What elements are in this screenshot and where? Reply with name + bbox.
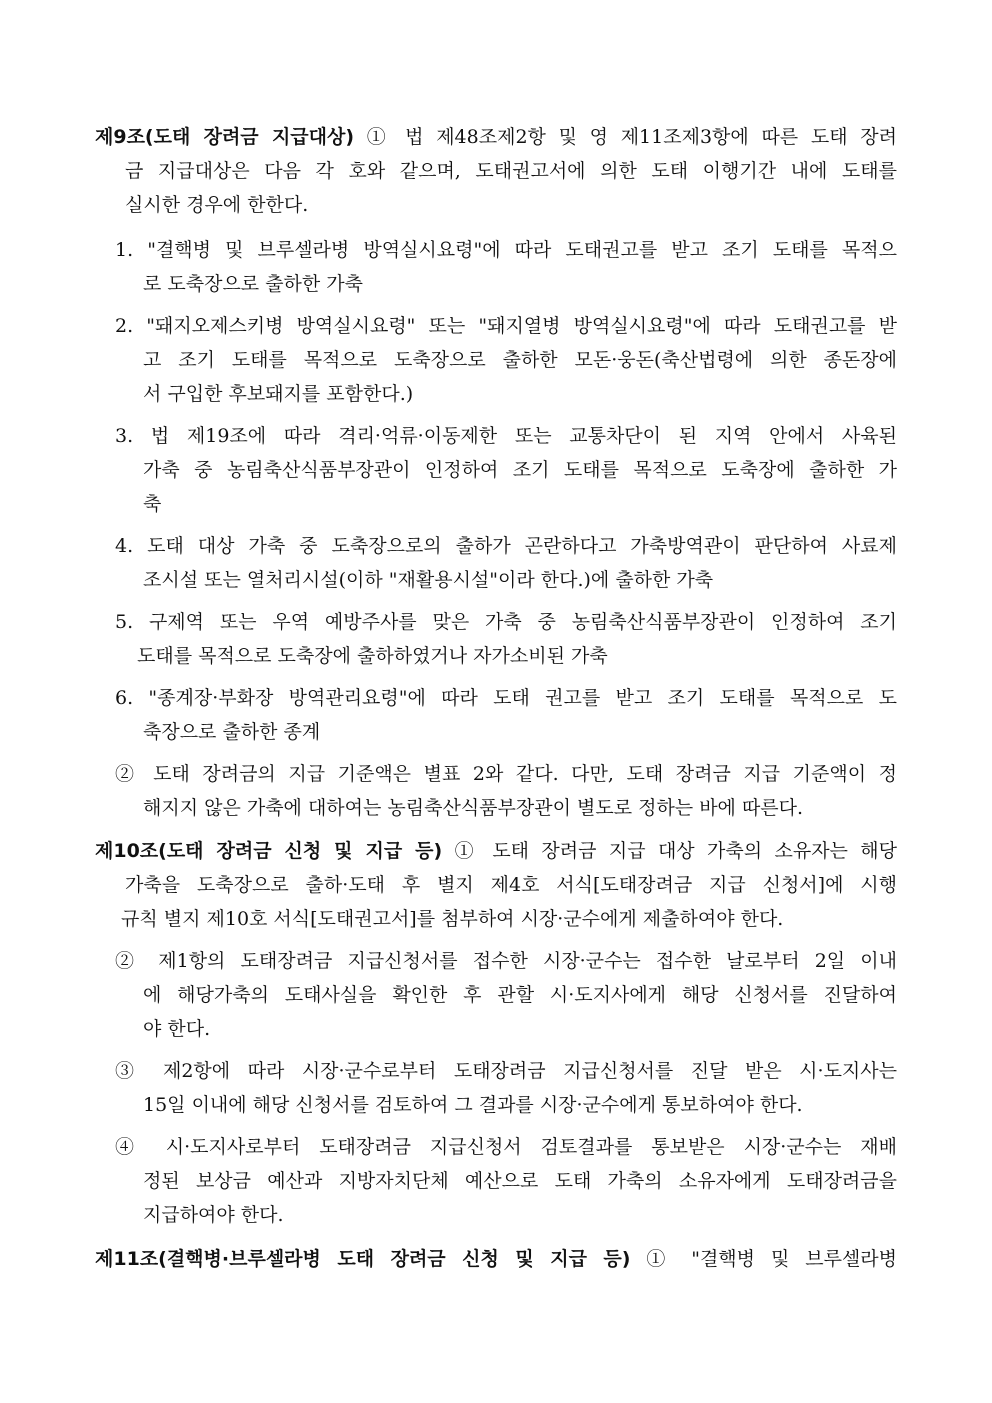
article-9-item-4-line-2: 조시설 또는 열처리시설(이하 "재활용시설"이라 한다.)에 출하한 가축: [143, 569, 714, 591]
article-10-para-1-text: ① 도태 장려금 지급 대상 가축의 소유자는 해당: [454, 840, 897, 862]
article-9-para-1-line-2: 금 지급대상은 다음 각 호와 같으며, 도태권고서에 의한 도태 이행기간 내에 도태를: [125, 160, 897, 182]
article-9-item-4-line-1: 4. 도태 대상 가축 중 도축장으로의 출하가 곤란하다고 가축방역관이 판단하여 사료제: [115, 535, 897, 557]
article-10-para-2-line-1: ② 제1항의 도태장려금 지급신청서를 접수한 시장·군수는 접수한 날로부터 2일 이내: [115, 950, 897, 972]
article-9-item-1-line-2: 로 도축장으로 출하한 가축: [143, 273, 364, 295]
article-9-item-3-line-1: 3. 법 제19조에 따라 격리·억류·이동제한 또는 교통차단이 된 지역 안에서 사육된: [115, 425, 897, 447]
article-10-para-4-line-1: ④ 시·도지사로부터 도태장려금 지급신청서 검토결과를 통보받은 시장·군수는 재배: [115, 1136, 897, 1158]
article-9-para-2-line-2: 해지지 않은 가축에 대하여는 농림축산식품부장관이 별도로 정하는 바에 따른다.: [143, 797, 804, 819]
article-10-para-4-line-3: 지급하여야 한다.: [143, 1204, 284, 1226]
article-9-item-2-line-1: 2. "돼지오제스키병 방역실시요령" 또는 "돼지열병 방역실시요령"에 따라 도태권고를 받: [115, 315, 897, 337]
article-9-item-6-line-1: 6. "종계장·부화장 방역관리요령"에 따라 도태 권고를 받고 조기 도태를 목적으로 도: [115, 687, 897, 709]
article-11-heading: 제11조(결핵병·브루셀라병 도태 장려금 신청 및 지급 등): [95, 1248, 631, 1270]
article-10-heading: 제10조(도태 장려금 신청 및 지급 등): [95, 840, 443, 862]
article-9-item-2-line-3: 서 구입한 후보돼지를 포함한다.): [143, 383, 414, 405]
article-9-para-2-line-1: ② 도태 장려금의 지급 기준액은 별표 2와 같다. 다만, 도태 장려금 지급 기준액이 정: [115, 763, 897, 785]
article-9-item-5-line-1: 5. 구제역 또는 우역 예방주사를 맞은 가축 중 농림축산식품부장관이 인정하여 조기: [115, 611, 897, 633]
article-10-para-2-line-3: 야 한다.: [143, 1018, 211, 1040]
article-9-item-2-line-2: 고 조기 도태를 목적으로 도축장으로 출하한 모돈·웅돈(축산법령에 의한 종돈장에: [143, 349, 897, 371]
article-10-para-3-line-1: ③ 제2항에 따라 시장·군수로부터 도태장려금 지급신청서를 진달 받은 시·도지사는: [115, 1060, 897, 1082]
article-9-item-3-line-3: 축: [143, 493, 162, 515]
article-11-first-line: [95, 1242, 897, 1276]
article-9-para-1-line-3: 실시한 경우에 한한다.: [125, 194, 309, 216]
article-9-first-line: [95, 120, 897, 154]
article-10-first-line: [95, 834, 897, 868]
article-10-para-3-line-2: 15일 이내에 해당 신청서를 검토하여 그 결과를 시장·군수에게 통보하여야 한다.: [143, 1094, 803, 1116]
article-9-heading: 제9조(도태 장려금 지급대상): [95, 126, 355, 148]
article-10-para-4-line-2: 정된 보상금 예산과 지방자치단체 예산으로 도태 가축의 소유자에게 도태장려금을: [143, 1170, 897, 1192]
article-10-para-2-line-2: 에 해당가축의 도태사실을 확인한 후 관할 시·도지사에게 해당 신청서를 진달하여: [143, 984, 897, 1006]
article-10-para-1-line-3: 규칙 별지 제10호 서식[도태권고서]를 첨부하여 시장·군수에게 제출하여야 한다.: [121, 908, 784, 930]
article-9-item-6-line-2: 축장으로 출하한 종계: [143, 721, 321, 743]
article-9-para-1-text: ① 법 제48조제2항 및 영 제11조제3항에 따른 도태 장려: [366, 126, 897, 148]
article-11-para-1-text: ① "결핵병 및 브루셀라병: [646, 1248, 897, 1270]
article-9-item-5-line-2: 도태를 목적으로 도축장에 출하하였거나 자가소비된 가축: [137, 645, 608, 667]
article-9-item-3-line-2: 가축 중 농림축산식품부장관이 인정하여 조기 도태를 목적으로 도축장에 출하한 가: [143, 459, 897, 481]
article-9-item-1-line-1: 1. "결핵병 및 브루셀라병 방역실시요령"에 따라 도태권고를 받고 조기 도태를 목적으: [115, 239, 897, 261]
article-10-para-1-line-2: 가축을 도축장으로 출하·도태 후 별지 제4호 서식[도태장려금 지급 신청서]에 시행: [125, 874, 897, 896]
